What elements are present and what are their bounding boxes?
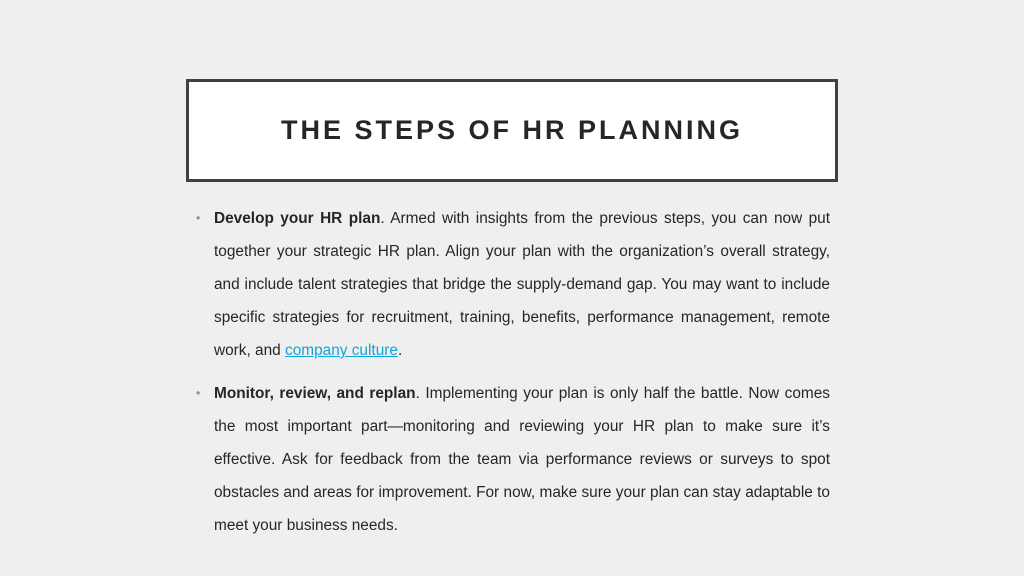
- bullet-develop-plan: [196, 202, 830, 367]
- bullet-heading: Monitor, review, and replan: [214, 385, 416, 402]
- bullet-text: . Implementing your plan is only half the battle. Now comes the most important part—monitoring and reviewing your HR plan to make sure it’s effective. Ask for feedback from the team via performance reviews or surveys to spot obstacles and areas for improvement. For now, make sure your plan can stay adaptable to meet your business needs.: [214, 385, 830, 534]
- bullet-heading: Develop your HR plan: [214, 210, 381, 227]
- slide-title: THE STEPS OF HR PLANNING: [280, 115, 744, 145]
- title-box: [186, 79, 838, 182]
- bullet-dot-icon: •: [196, 386, 201, 400]
- company-culture-link[interactable]: company culture: [285, 342, 398, 359]
- bullet-tail: .: [397, 342, 403, 359]
- bullet-text: . Armed with insights from the previous steps, you can now put together your strategic HR plan. Align your plan with the organization’s overall strategy, and include talent strategies that bridge the supply-demand gap. You may want to include specific strategies for recruitment, training, benefits, performance management, remote work, and: [214, 210, 831, 359]
- slide-content: [196, 202, 830, 552]
- bullet-dot-icon: •: [196, 211, 201, 225]
- bullet-monitor-review: [196, 377, 830, 542]
